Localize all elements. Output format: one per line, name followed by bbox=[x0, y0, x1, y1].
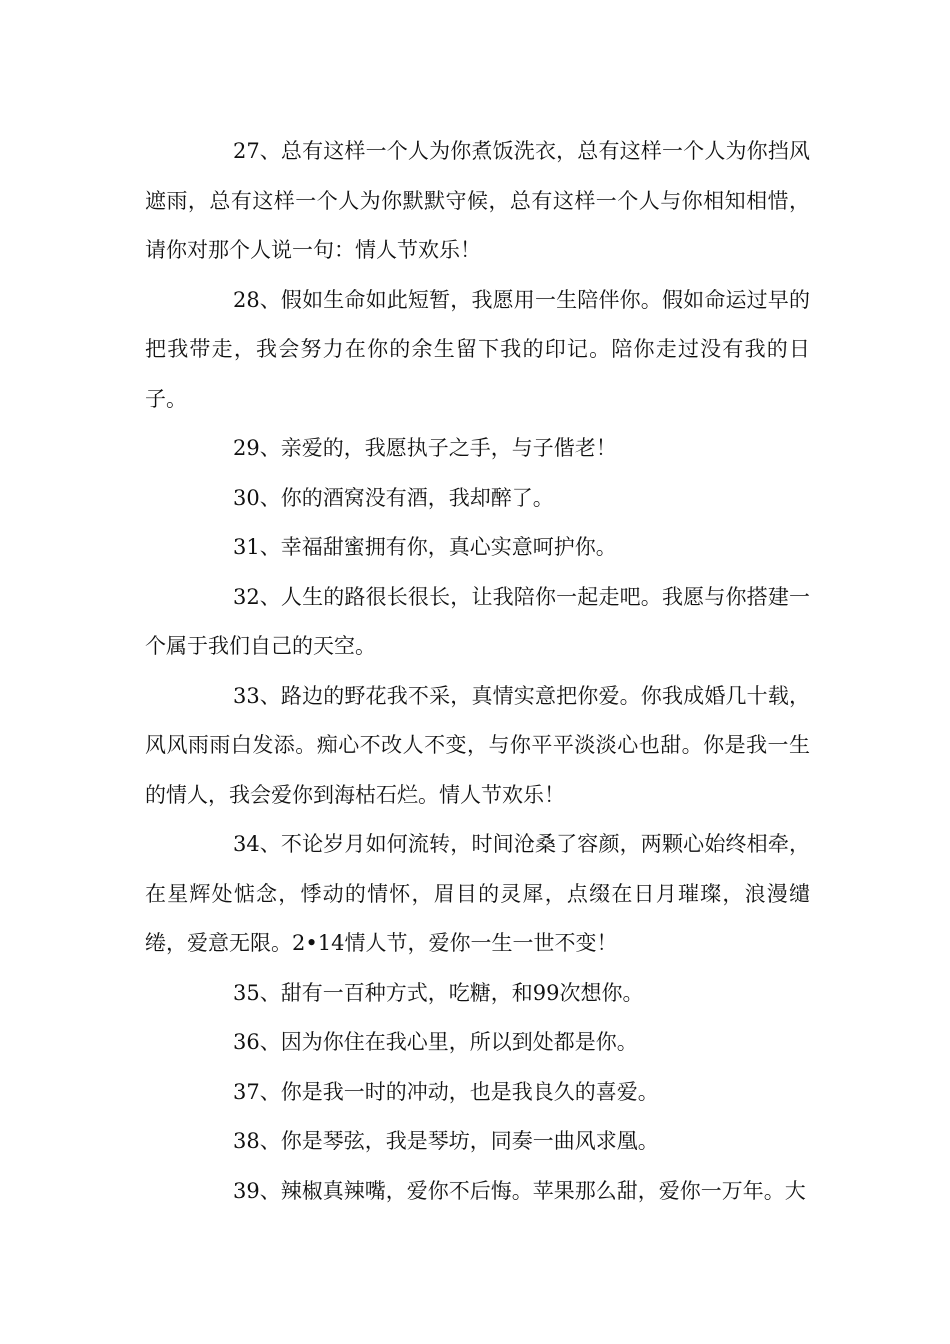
item-text: 不论岁月如何流转，时间沧桑了容颜，两颗心始终相牵，在星辉处惦念，悸动的情怀，眉目的灵犀，点缀在日月璀璨，浪漫缱绻，爱意无限。2•14情人节，爱你一生一世不变！ bbox=[145, 832, 810, 955]
item-number: 37、 bbox=[233, 1079, 281, 1104]
list-item bbox=[145, 1018, 810, 1068]
item-text: 总有这样一个人为你煮饭洗衣，总有这样一个人为你挡风遮雨，总有这样一个人为你默默守候，总有这样一个人与你相知相惜，请你对那个人说一句：情人节欢乐！ bbox=[145, 139, 810, 262]
item-number: 38、 bbox=[233, 1129, 281, 1153]
list-item bbox=[145, 276, 810, 425]
item-number: 34、 bbox=[233, 832, 281, 856]
list-item bbox=[145, 1117, 810, 1167]
item-number: 31、 bbox=[233, 535, 281, 559]
list-item bbox=[145, 573, 810, 672]
list-item bbox=[145, 1068, 810, 1118]
list-item bbox=[145, 523, 810, 573]
list-item bbox=[145, 474, 810, 524]
item-number: 33、 bbox=[233, 683, 281, 708]
item-number: 29、 bbox=[233, 436, 281, 460]
list-item bbox=[145, 127, 810, 276]
list-item bbox=[145, 969, 810, 1019]
item-text: 幸福甜蜜拥有你，真心实意呵护你。 bbox=[280, 535, 617, 559]
item-number: 39、 bbox=[233, 1178, 281, 1203]
item-text: 甜有一百种方式，吃糖，和99次想你。 bbox=[280, 980, 644, 1005]
item-number: 30、 bbox=[233, 485, 281, 510]
document-body bbox=[145, 127, 810, 1216]
item-text: 因为你住在我心里，所以到处都是你。 bbox=[280, 1030, 638, 1054]
item-text: 路边的野花我不采，真情实意把你爱。你我成婚几十载，风风雨雨白发添。痴心不改人不变，与你平平淡淡心也甜。你是我一生的情人，我会爱你到海枯石烂。情人节欢乐！ bbox=[145, 683, 810, 807]
list-item bbox=[145, 820, 810, 969]
item-number: 32、 bbox=[233, 584, 281, 609]
item-number: 36、 bbox=[233, 1030, 281, 1054]
item-text: 你是我一时的冲动，也是我良久的喜爱。 bbox=[280, 1079, 659, 1104]
item-text: 假如生命如此短暂，我愿用一生陪伴你。假如命运过早的把我带走，我会努力在你的余生留下我的印记。陪你走过没有我的日子。 bbox=[145, 287, 810, 411]
item-number: 28、 bbox=[233, 287, 281, 312]
item-text: 人生的路很长很长，让我陪你一起走吧。我愿与你搭建一个属于我们自己的天空。 bbox=[145, 584, 810, 658]
item-number: 27、 bbox=[233, 139, 281, 163]
list-item bbox=[145, 672, 810, 821]
list-item bbox=[145, 424, 810, 474]
item-text: 辣椒真辣嘴，爱你不后悔。苹果那么甜，爱你一万年。大 bbox=[280, 1178, 806, 1203]
item-text: 你是琴弦，我是琴坊，同奏一曲风求凰。 bbox=[280, 1129, 659, 1153]
item-text: 亲爱的，我愿执子之手，与子偕老！ bbox=[280, 436, 617, 460]
item-number: 35、 bbox=[233, 980, 281, 1005]
item-text: 你的酒窝没有酒，我却醉了。 bbox=[280, 485, 554, 510]
list-item bbox=[145, 1167, 810, 1217]
